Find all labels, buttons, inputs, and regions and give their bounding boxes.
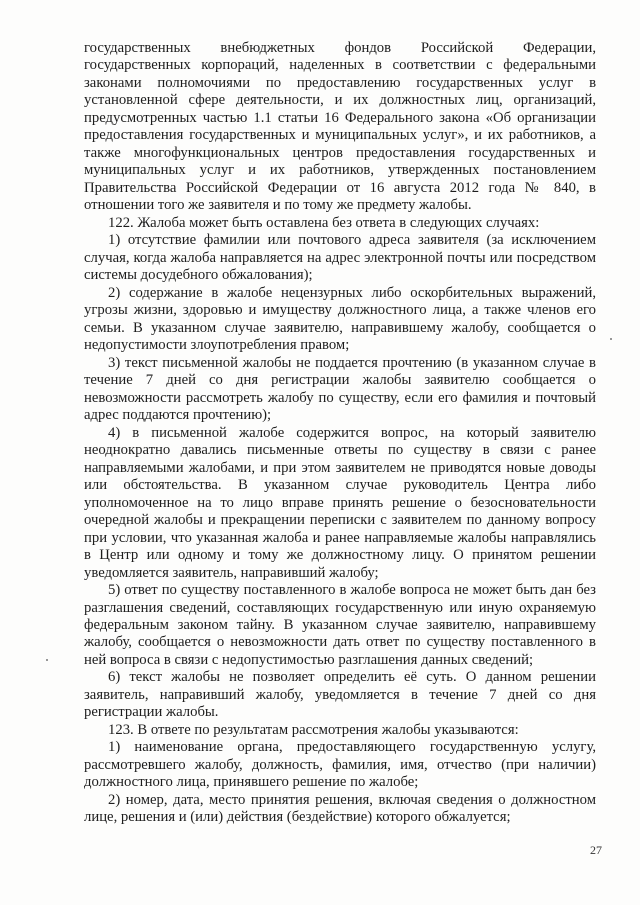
paragraph-122-item-2: 2) содержание в жалобе нецензурных либо оскорбительных выражений, угрозы жизни, здоровью и имуществу должностного лица, а также членов его семьи. В указанном случае заявителю, направившему жалобу, сообщается о недопустимости злоупотребления правом; <box>84 284 596 354</box>
document-body <box>84 40 596 827</box>
paragraph-122-item-3: 3) текст письменной жалобы не поддается прочтению (в указанном случае в течение 7 дней со дня регистрации жалобы заявителю сообщается о невозможности рассмотреть жалобу по существу, если его фамилия и почтовый адрес поддаются прочтению); <box>84 354 596 424</box>
paragraph-122-item-5: 5) ответ по существу поставленного в жалобе вопроса не может быть дан без разглашения сведений, составляющих государственную или иную охраняемую федеральным законом тайну. В указанном случае заявителю, направившему жалобу, сообщается о невозможности дать ответ по существу поставленного в ней вопроса в связи с недопустимостью разглашения данных сведений; <box>84 582 596 668</box>
paragraph-122-item-6: 6) текст жалобы не позволяет определить её суть. О данном решении заявитель, направивший жалобу, уведомляется в течение 7 дней со дня регистрации жалобы. <box>84 669 596 721</box>
paragraph-122: 122. Жалоба может быть оставлена без ответа в следующих случаях: <box>108 214 540 231</box>
paragraph-123: 123. В ответе по результатам рассмотрения жалобы указываются: <box>108 721 519 738</box>
paragraph-123-item-1: 1) наименование органа, предоставляющего государственную услугу, рассмотревшего жалобу, должность, фамилия, имя, отчество (при наличии) должностного лица, принявшего решение по жалобе; <box>84 739 596 791</box>
paragraph-continuation: государственных внебюджетных фондов Российской Федерации, государственных корпораций, наделенных в соответствии с федеральными законами полномочиями по предоставлению государственных услуг в установленной сфере деятельности, и их должностных лиц, организаций, предусмотренных частью 1.1 статьи 16 Федерального закона «Об организации предоставления государственных и муниципальных услуг», и их работников, а также многофункциональных центров предоставления государственных и муниципальных услуг и их работников, утвержденных постановлением Правительства Российской Федерации от 16 августа 2012 года № 840, в отношении того же заявителя и по тому же предмету жалобы. <box>84 40 596 214</box>
paragraph-122-item-4: 4) в письменной жалобе содержится вопрос, на который заявителю неоднократно давались письменные ответы по существу в связи с ранее направляемыми жалобами, и при этом заявителем не приводятся новые доводы или обстоятельства. В указанном случае руководитель Центра либо уполномоченное на то лицо вправе принять решение о безосновательности очередной жалобы и прекращении переписки с заявителем по данному вопросу при условии, что указанная жалоба и ранее направляемые жалобы направлялись в Центр или одному и тому же должностному лицу. О принятом решении уведомляется заявитель, направивший жалобу; <box>84 424 596 581</box>
paragraph-123-item-2: 2) номер, дата, место принятия решения, включая сведения о должностном лице, решения и (или) действия (бездействие) которого обжалуется; <box>84 791 596 826</box>
page-number: 27 <box>590 843 602 857</box>
scan-speck <box>610 338 612 340</box>
paragraph-122-item-1: 1) отсутствие фамилии или почтового адреса заявителя (за исключением случая, когда жалоба направляется на адрес электронной почты или посредством системы досудебного обжалования); <box>84 232 596 284</box>
scan-speck <box>46 659 48 661</box>
